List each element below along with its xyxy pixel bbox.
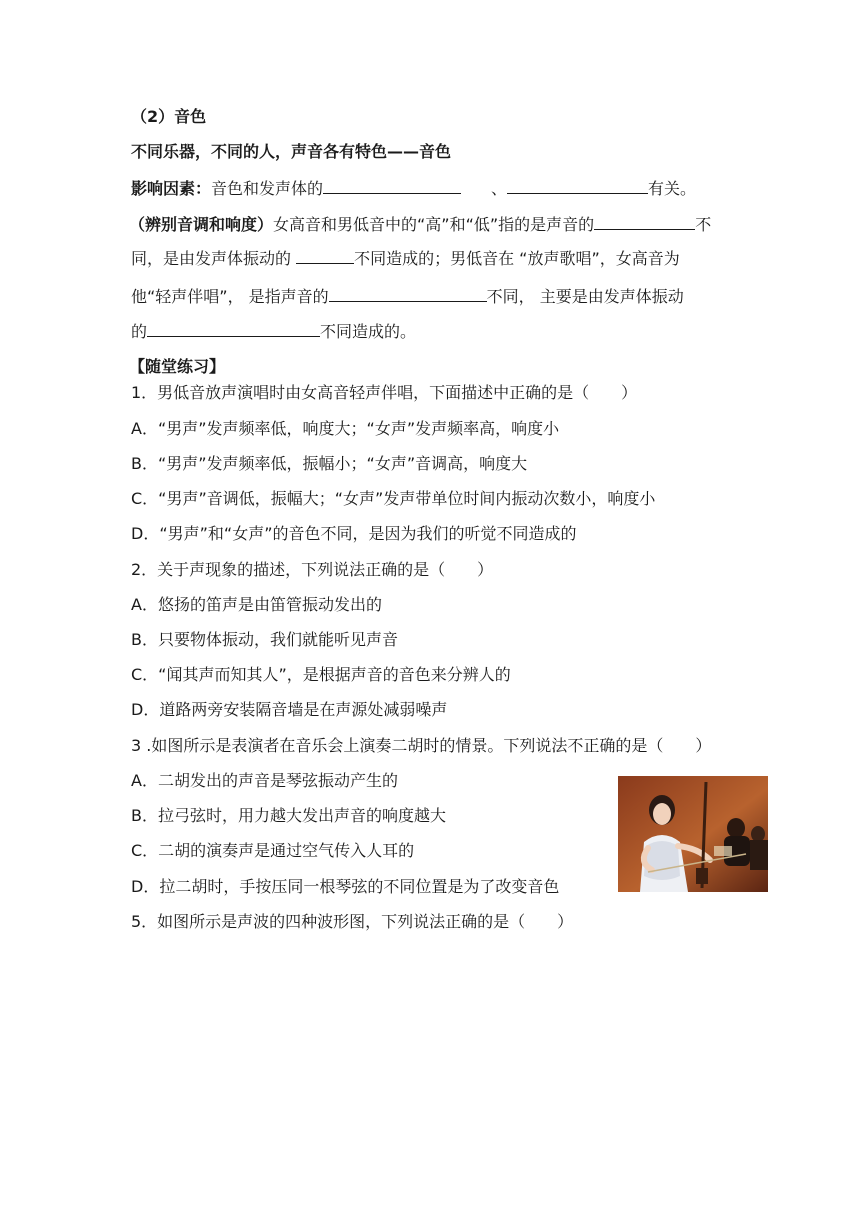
q5-stem: 5．如图所示是声波的四种波形图，下列说法正确的是（ ） (131, 912, 574, 931)
distinguish-text: 不同， 主要是由发声体振动 (486, 287, 684, 306)
q3-option-a: A．二胡发出的声音是琴弦振动产生的 (131, 771, 398, 790)
blank-pitch-loudness-2[interactable] (329, 285, 487, 302)
q3-option-d: D．拉二胡时，手按压同一根琴弦的不同位置是为了改变音色 (131, 877, 560, 896)
section-heading: （2）音色 (131, 107, 207, 126)
distinguish-text: 同，是由发声体振动的 (131, 249, 297, 268)
distinguish-line-2 (131, 247, 680, 270)
q2-option-c: C．“闻其声而知其人”，是根据声音的音色来分辨人的 (131, 665, 511, 684)
q2-option-a: A．悠扬的笛声是由笛管振动发出的 (131, 595, 382, 614)
distinguish-line-3 (131, 285, 684, 308)
erhu-performance-photo (618, 776, 768, 892)
q1-stem: 1．男低音放声演唱时由女高音轻声伴唱，下面描述中正确的是（ ） (131, 383, 638, 402)
distinguish-text: 不同造成的；男低音在 “放声歌唱”，女高音为 (354, 249, 680, 268)
distinguish-label: （辨别音调和响度） (129, 215, 274, 234)
q2-option-d: D．道路两旁安装隔音墙是在声源处减弱噪声 (131, 700, 448, 719)
factors-label: 影响因素： (131, 179, 212, 198)
distinguish-tail: 不 (695, 215, 712, 234)
distinguish-text: 女高音和男低音中的“高”和“低”指的是声音的 (273, 215, 595, 234)
distinguish-line-1 (129, 213, 711, 236)
factors-tail: 有关。 (648, 179, 697, 198)
q1-option-d: D．“男声”和“女声”的音色不同，是因为我们的听觉不同造成的 (131, 524, 577, 543)
distinguish-text: 不同造成的。 (320, 322, 417, 341)
blank-factor-1[interactable] (323, 177, 461, 194)
q2-stem: 2．关于声现象的描述，下列说法正确的是（ ） (131, 560, 494, 579)
q1-option-a: A．“男声”发声频率低，响度大；“女声”发声频率高，响度小 (131, 419, 560, 438)
distinguish-line-4 (131, 320, 416, 343)
factors-separator: 、 (491, 179, 508, 198)
factors-text: 音色和发声体的 (211, 179, 324, 198)
q3-stem: 3 .如图所示是表演者在音乐会上演奏二胡时的情景。下列说法不正确的是（ ） (131, 736, 712, 755)
q1-option-c: C．“男声”音调低，振幅大；“女声”发声带单位时间内振动次数小，响度小 (131, 489, 656, 508)
practice-title: 【随堂练习】 (129, 357, 226, 376)
q2-option-b: B．只要物体振动，我们就能听见声音 (131, 630, 398, 649)
q3-option-b: B．拉弓弦时，用力越大发出声音的响度越大 (131, 806, 446, 825)
timbre-factors-line (131, 177, 696, 200)
blank-factor-2[interactable] (507, 177, 648, 194)
blank-pitch-loudness-1[interactable] (594, 213, 695, 230)
q3-option-c: C．二胡的演奏声是通过空气传入人耳的 (131, 841, 415, 860)
q1-option-b: B．“男声”发声频率低，振幅小；“女声”音调高，响度大 (131, 454, 528, 473)
blank-vibration-2[interactable] (147, 320, 320, 337)
timbre-definition: 不同乐器，不同的人，声音各有特色——音色 (131, 142, 452, 161)
distinguish-text: 的 (131, 322, 148, 341)
blank-vibration-1[interactable] (296, 247, 354, 264)
distinguish-text: 他“轻声伴唱”， 是指声音的 (131, 287, 329, 306)
